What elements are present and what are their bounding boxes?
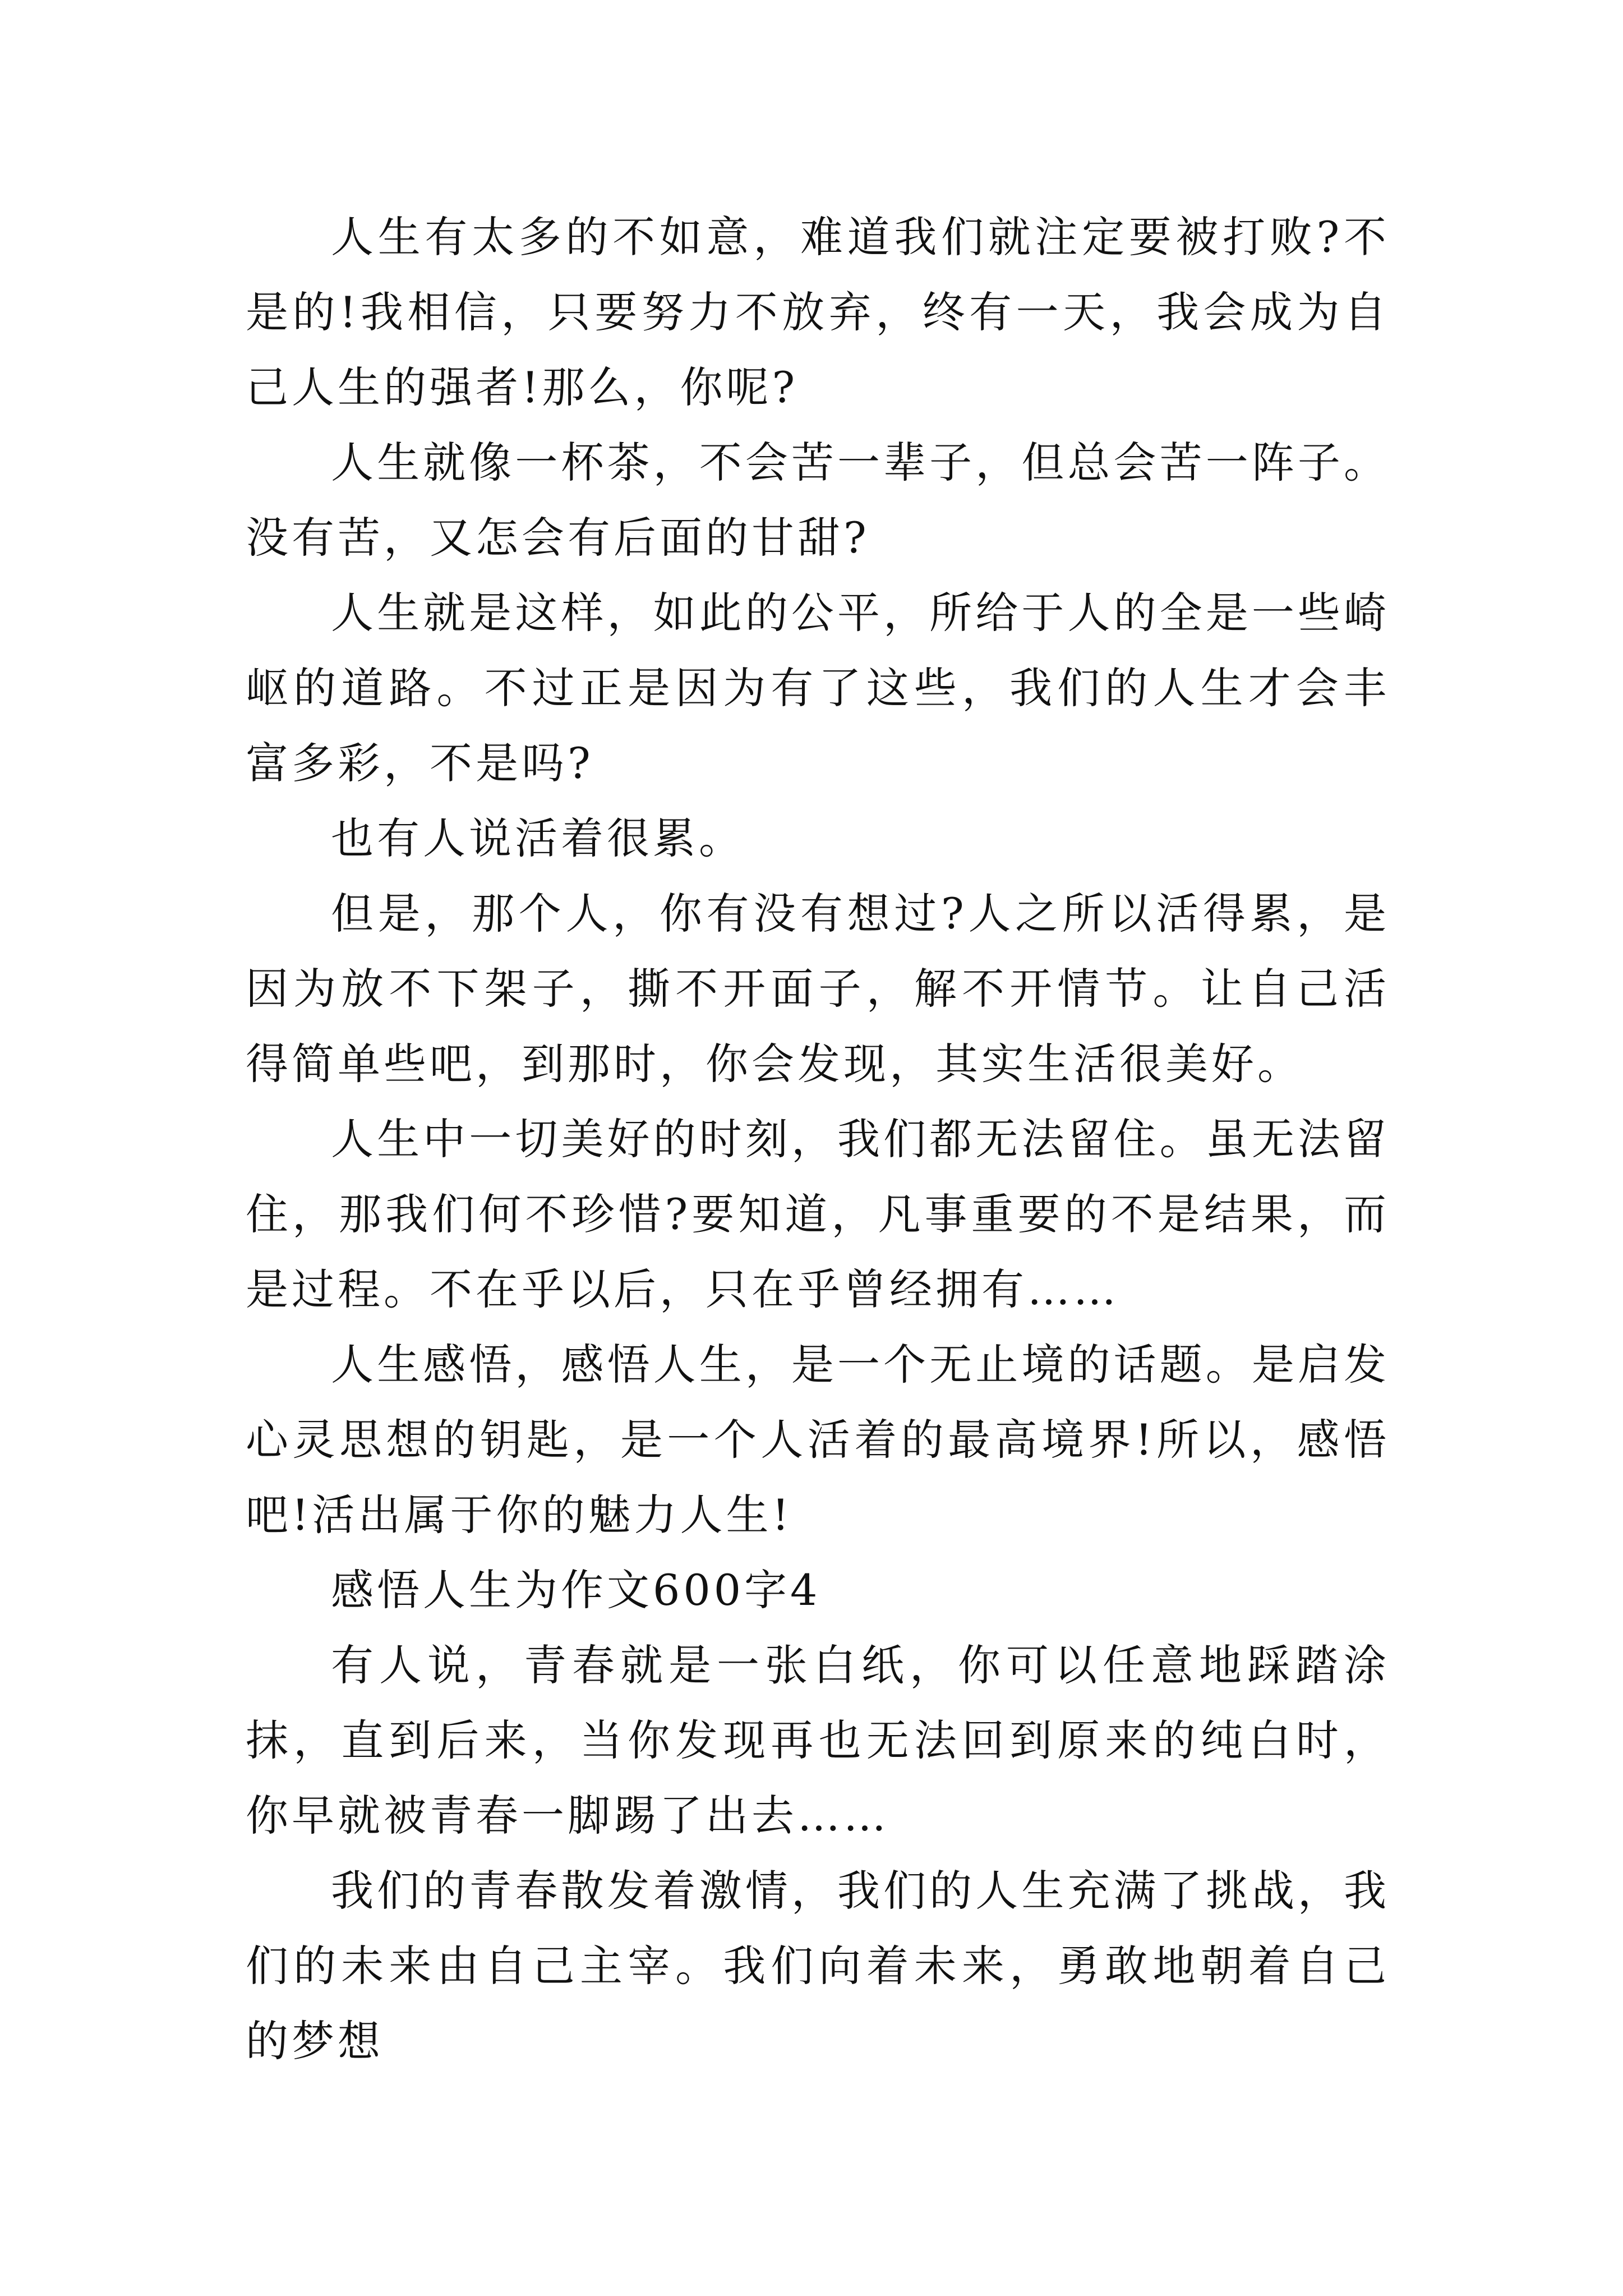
- document-body: [246, 200, 1390, 2079]
- paragraph-8: 有人说，青春就是一张白纸，你可以任意地踩踏涂抹，直到后来，当你发现再也无法回到原来的纯白时，你早就被青春一脚踢了出去……: [246, 1640, 1390, 1841]
- section-heading: 感悟人生为作文600字4: [331, 1565, 821, 1615]
- paragraph-1: 人生有太多的不如意，难道我们就注定要被打败?不是的!我相信，只要努力不放弃，终有一天，我会成为自己人生的强者!那么，你呢?: [246, 212, 1390, 412]
- paragraph-3: 人生就是这样，如此的公平，所给于人的全是一些崎岖的道路。不过正是因为有了这些，我们的人生才会丰富多彩，不是吗?: [246, 588, 1390, 788]
- paragraph-9: 我们的青春散发着激情，我们的人生充满了挑战，我们的未来由自己主宰。我们向着未来，勇敢地朝着自己的梦想: [246, 1866, 1390, 2066]
- paragraph-5: 但是，那个人，你有没有想过?人之所以活得累，是因为放不下架子，撕不开面子，解不开情节。让自己活得简单些吧，到那时，你会发现，其实生活很美好。: [246, 889, 1390, 1089]
- paragraph-2: 人生就像一杯茶，不会苦一辈子，但总会苦一阵子。没有苦，又怎会有后面的甘甜?: [246, 438, 1390, 563]
- paragraph-4: 也有人说活着很累。: [331, 813, 745, 863]
- paragraph-6: 人生中一切美好的时刻，我们都无法留住。虽无法留住，那我们何不珍惜?要知道，凡事重要的不是结果，而是过程。不在乎以后，只在乎曾经拥有……: [246, 1114, 1390, 1314]
- paragraph-7: 人生感悟，感悟人生，是一个无止境的话题。是启发心灵思想的钥匙，是一个人活着的最高境界!所以，感悟吧!活出属于你的魅力人生!: [246, 1340, 1390, 1540]
